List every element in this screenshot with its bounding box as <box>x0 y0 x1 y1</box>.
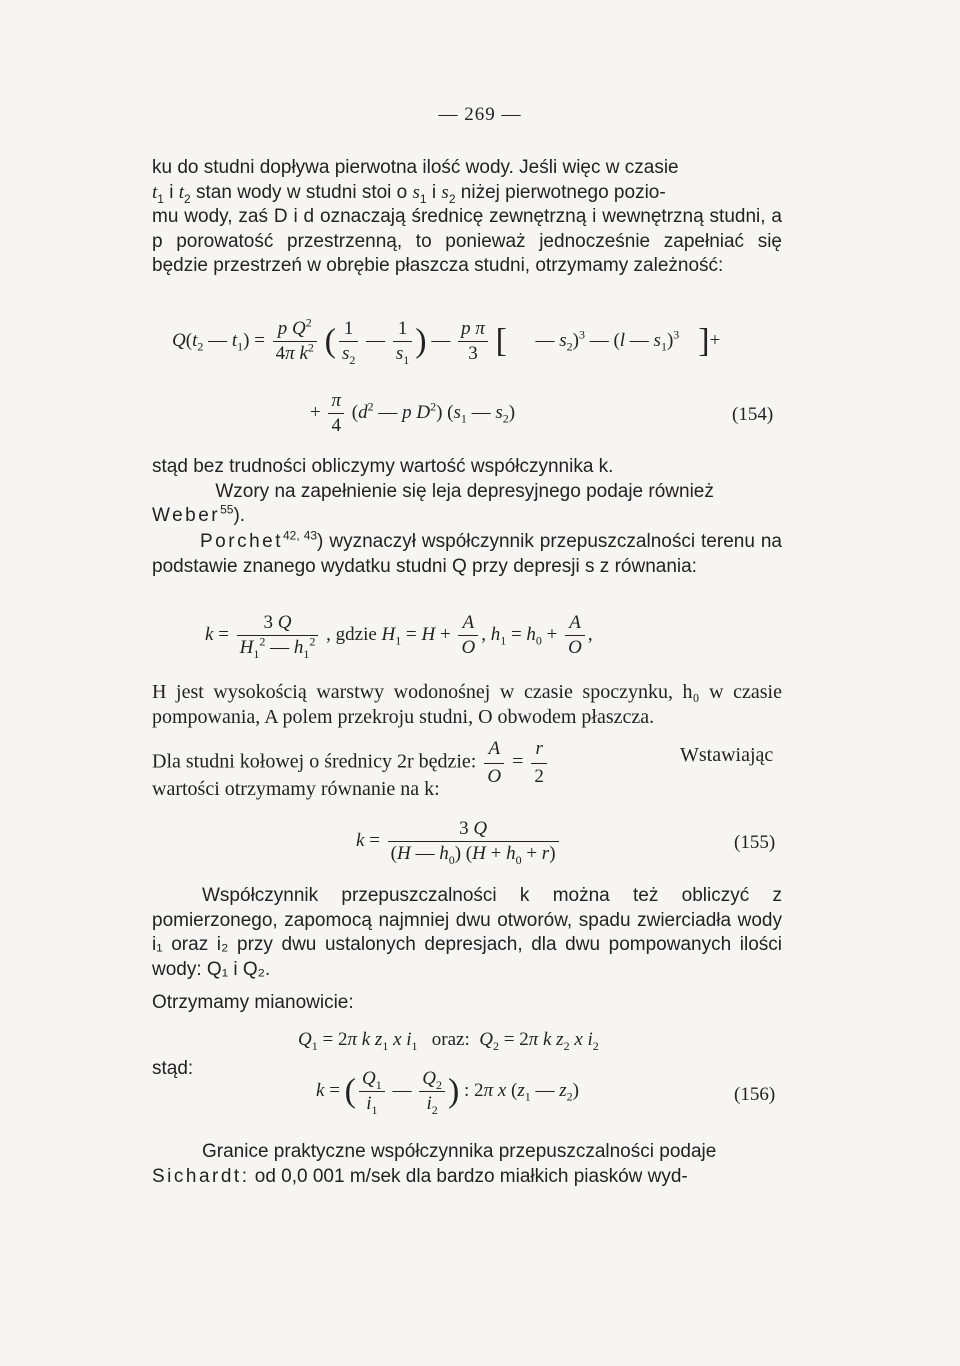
paragraph-wzory: stąd bez trudności obliczymy wartość współczynnika k. Wzory na zapełnienie się leja depresyjnego podaje również Weber$^{55}$). <box>152 456 714 527</box>
para-granice: Granice praktyczne współczynnika przepuszczalności podaje <box>202 1141 717 1162</box>
equation-155-number: (155) <box>734 832 776 853</box>
author-weber: Weber <box>152 505 221 527</box>
porchet-gdzie: gdzie <box>335 623 377 645</box>
equation-156: k = ( $\frac{Q_1}{i_1}$ — $\frac{Q_2}{i_2}$ ) : 2π x ($z_1$ — $z_2$) <box>316 1068 579 1117</box>
author-porchet: Porchet <box>200 531 283 552</box>
para-stad-2: stąd: <box>152 1058 194 1079</box>
intro-line-2d: niżej pierwotnego pozio- <box>460 181 666 203</box>
paragraph-studni-kolowej: Dla studni kołowej o średnicy 2r będzie: $\frac{A}{O}$ = $\frac{r}{2}$ Wstawiając <box>152 738 774 787</box>
para-stad: stąd bez trudności obliczymy wartość współczynnika k. <box>152 456 614 477</box>
intro-i1: i <box>169 181 174 203</box>
equation-155: k = $\frac{3 Q}{(H — h_0) (H + h_0 + r)}$ <box>356 818 562 865</box>
equation-154-number: (154) <box>732 404 774 425</box>
author-sichardt: Sichardt: <box>152 1166 250 1187</box>
equation-q: $Q_1 = 2\pi$ k $z_1$ x $i_1$ oraz: $Q_2 = 2\pi$ k $z_2$ x $i_2$ <box>298 1029 599 1053</box>
porchet-text: wyznaczył współczynnik przepuszczalności terenu na podstawie znanego wydatku studni Q przy depresji s z równania: <box>152 531 782 577</box>
eq-oraz: oraz: <box>431 1029 470 1050</box>
para-otrzymamy: Otrzymamy mianowicie: <box>152 992 354 1013</box>
intro-line-1: ku do studni dopływa pierwotna ilość wody. Jeśli więc w czasie <box>152 157 679 178</box>
paragraph-porchet: Porchet$^{42, 43}$) wyznaczył współczynnik przepuszczalności terenu na podstawie znanego wydatku studni Q przy depresji s z równania: <box>152 528 782 577</box>
equation-porchet: k = $\frac{3 Q}{H_1^2 — h_1^2}$ , gdzie $H_1 = H$ + $\frac{A}{O}$ , $h_1 = h_0$ + $\frac{A}{O}$ , <box>205 612 593 661</box>
paragraph-intro: ku do studni dopływa pierwotna ilość wody. Jeśli więc w czasie $t_1$ i $t_2$ stan wody w studni stoi o $s_1$ i $s_2$ niżej pierwotnego pozio- mu wody, zaś D i d oznaczają średnicę zewnętrzną i wewnętrzną studni, a p porowatość przestrzenną, to ponieważ jednocześnie zapełniać się będzie przestrzeń w obrębie płaszcza studni, otrzymamy zależność: <box>152 157 782 277</box>
equation-154-line-1: $Q(t_2$ — $t_1$) = $\frac{p Q^2}{4\pi k^2}$ ( $\frac{1}{s_2}$ — $\frac{1}{s_1}$ ) — $\frac{\text{p π}}{3}$ [ — $s_2)^3$ — (l — $s_1)^3$ ]+ <box>172 315 721 367</box>
equation-154-line-2: + $\frac{\pi}{4}$ ($d^2$ — p $D^2$) ($s_1$ — $s_2$) <box>310 390 516 436</box>
paragraph-wspolczynnik: Współczynnik przepuszczalności k można też obliczyć z pomierzonego, zapomocą najmniej dwu otworów, spadu zwierciadła wody i₁ oraz i₂ przy dwu ustalonych depresjach, dla dwu pompowanych ilości wody: Q₁ i Q₂. <box>152 885 782 980</box>
para-wzory: Wzory na zapełnienie się leja depresyjnego podaje również <box>215 480 714 502</box>
intro-i2: i <box>431 181 437 203</box>
paragraph-sichardt <box>152 1165 782 1190</box>
paragraph-granice <box>152 1140 782 1165</box>
ref-porchet: 42, 43 <box>282 528 318 543</box>
paragraph-h-definition: H jest wysokością warstwy wodonośnej w czasie spoczynku, h₀ w czasie pompowania, A polem przekroju studni, O obwodem płaszcza. <box>152 681 782 728</box>
equation-156-number: (156) <box>734 1084 776 1105</box>
ref-weber: 55 <box>220 502 234 517</box>
para-wstawiajac: Wstawiając <box>680 744 774 766</box>
para-wartosci: wartości otrzymamy równanie na k: <box>152 778 440 800</box>
para-sichardt-text: od 0,0 001 m/sek dla bardzo miałkich piasków wyd- <box>254 1166 688 1187</box>
intro-line-2b: stan wody w studni stoi o <box>196 181 408 203</box>
para-dla-studni: Dla studni kołowej o średnicy 2r będzie: <box>152 750 477 773</box>
page-number: — 269 — <box>438 104 522 125</box>
intro-rest: mu wody, zaś D i d oznaczają średnicę zewnętrzną i wewnętrzną studni, a p porowatość przestrzenną, to ponieważ jednocześnie zapełniać się będzie przestrzeń w obrębie płaszcza studni, otrzymamy zależność: <box>152 206 782 277</box>
